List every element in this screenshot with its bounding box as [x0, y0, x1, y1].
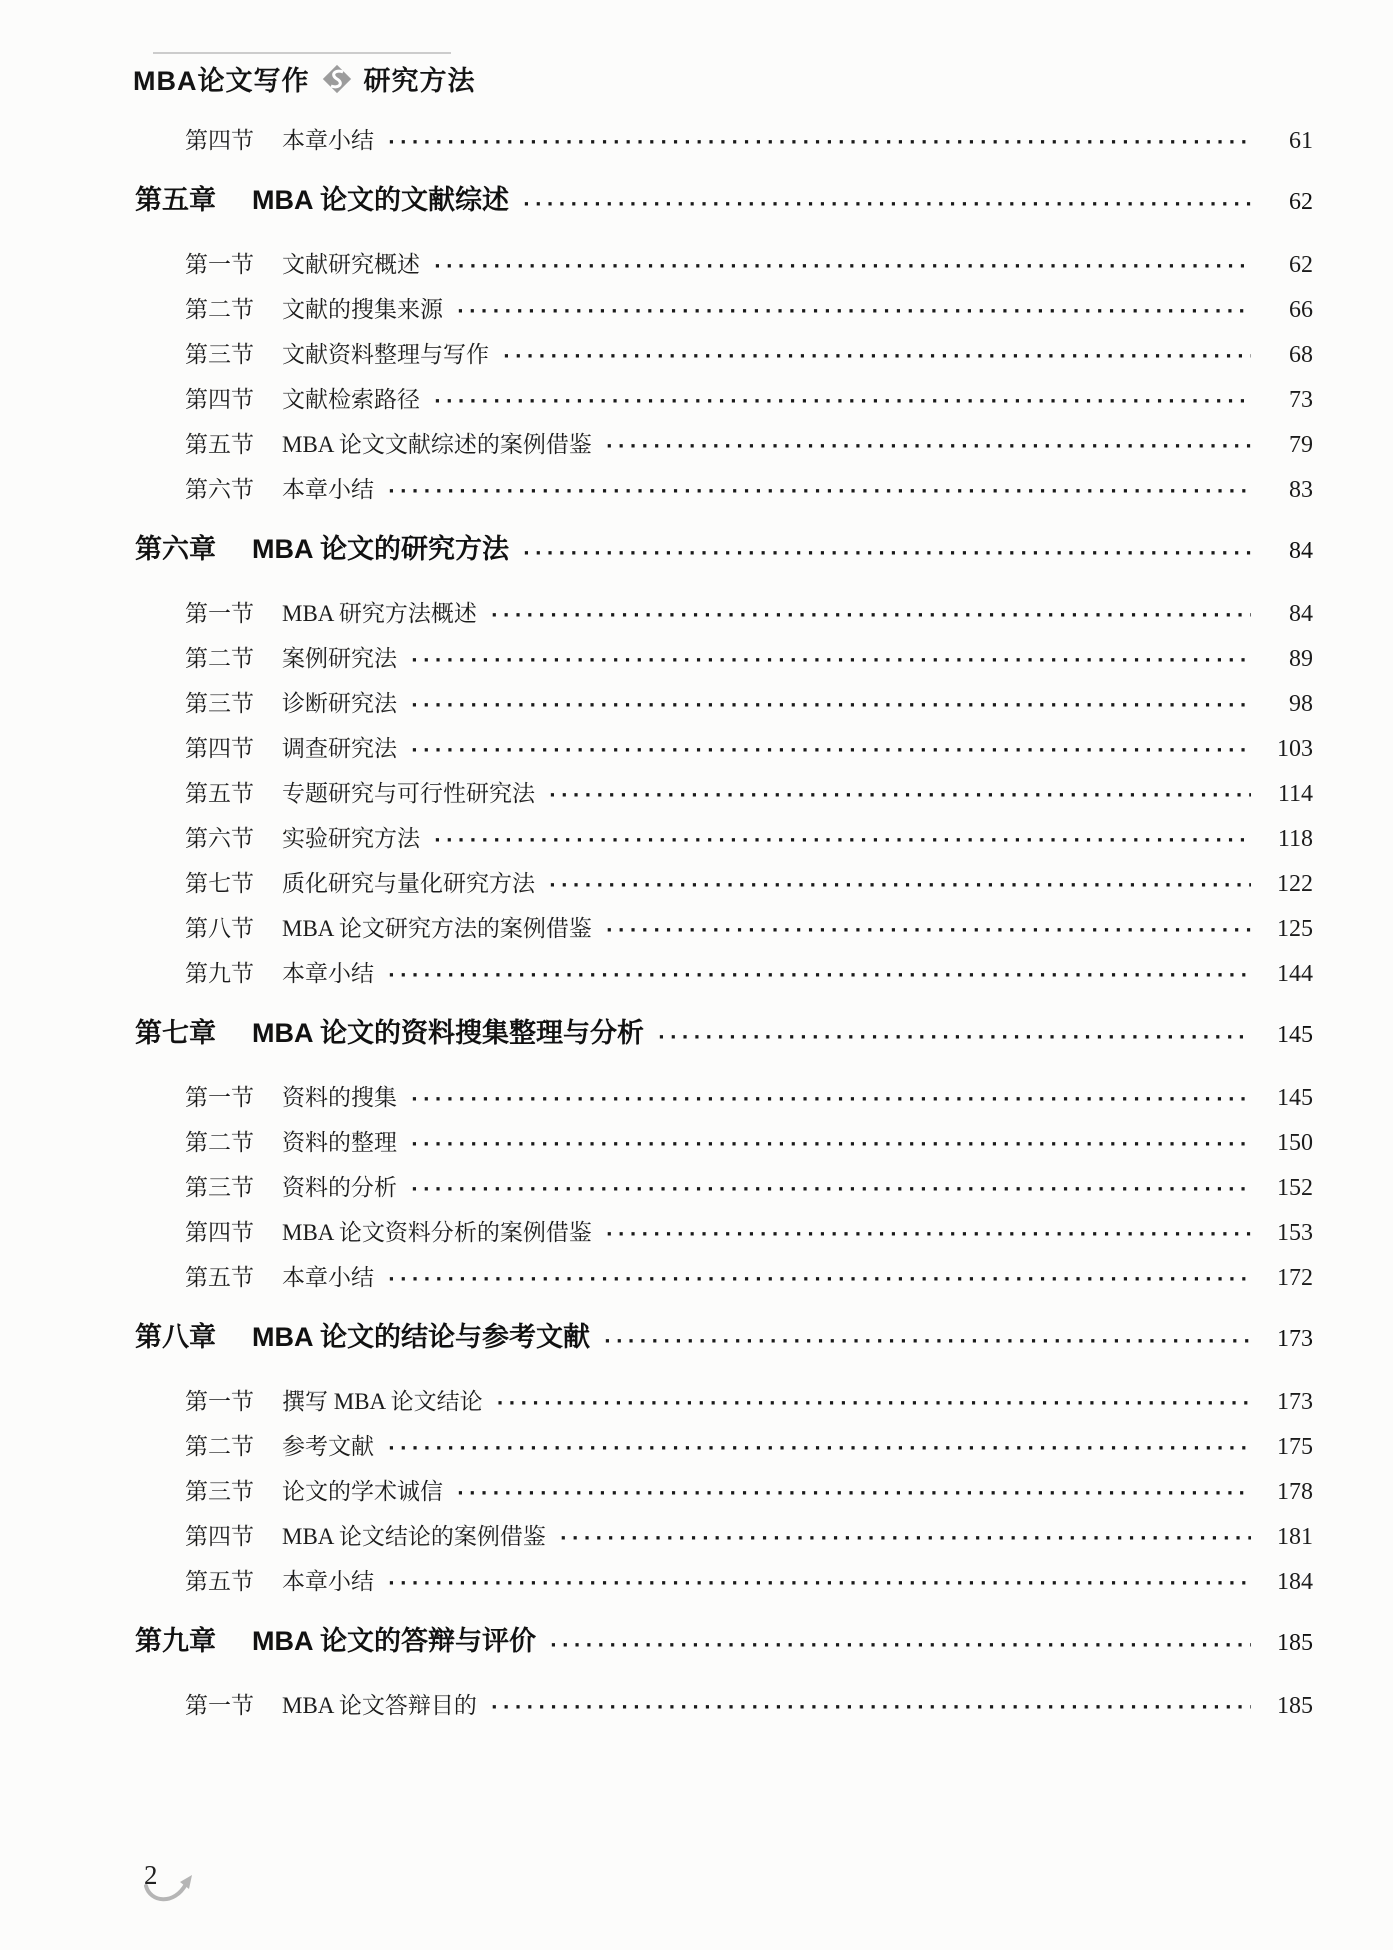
curved-up-arrow-icon	[140, 1868, 198, 1916]
toc-section-row	[135, 1263, 1313, 1293]
toc-entry-title: 诊断研究法	[282, 691, 397, 716]
page-number: 103	[1277, 736, 1313, 762]
toc-entry-label: 第一节	[185, 601, 254, 626]
toc-section-row	[135, 385, 1313, 415]
toc-entry-title: MBA 论文的资料搜集整理与分析	[252, 1018, 644, 1048]
toc-entry-label: 第二节	[185, 297, 254, 322]
dot-leader	[411, 689, 1251, 719]
page-number: 84	[1289, 601, 1313, 627]
toc-entry-title: 资料的分析	[282, 1175, 397, 1200]
toc-entry-title: 资料的整理	[282, 1130, 397, 1155]
toc-entry-title: 本章小结	[282, 1569, 374, 1594]
toc-section-row	[135, 1218, 1313, 1248]
toc-entry-label: 第四节	[185, 128, 254, 153]
dot-leader	[388, 1263, 1251, 1293]
toc-section-row	[135, 1432, 1313, 1462]
toc-entry-title: 质化研究与量化研究方法	[282, 871, 535, 896]
toc-section-row	[135, 779, 1313, 809]
toc-section-row	[135, 340, 1313, 370]
dot-leader	[411, 1083, 1251, 1113]
toc-entry-title: 文献研究概述	[282, 252, 420, 277]
page-number: 153	[1277, 1220, 1313, 1246]
page-number: 79	[1289, 432, 1313, 458]
toc-entry-title: MBA 论文文献综述的案例借鉴	[282, 432, 592, 457]
toc-entry-label: 第一节	[185, 1693, 254, 1718]
toc-section-row	[135, 1083, 1313, 1113]
dot-leader	[457, 295, 1251, 325]
toc-entry-label: 第六节	[185, 477, 254, 502]
toc-entry-label: 第一节	[185, 1085, 254, 1110]
toc-entry-label: 第三节	[185, 691, 254, 716]
dot-leader	[658, 1016, 1251, 1052]
toc-entry-label: 第八章	[135, 1322, 216, 1352]
header-rule	[153, 52, 451, 54]
toc-chapter-row	[135, 1623, 1313, 1661]
dot-leader	[388, 475, 1251, 505]
toc-entry-label: 第二节	[185, 1434, 254, 1459]
toc-entry-title: 文献资料整理与写作	[282, 342, 489, 367]
dot-leader	[604, 1320, 1251, 1356]
toc-section-row	[135, 1477, 1313, 1507]
toc-section-row	[135, 250, 1313, 280]
folio-page-number: 2	[144, 1860, 158, 1890]
dot-leader	[497, 1387, 1251, 1417]
dot-leader	[411, 1128, 1251, 1158]
page-number: 66	[1289, 297, 1313, 323]
toc-entry-label: 第八节	[185, 916, 254, 941]
toc-entry-label: 第九章	[135, 1626, 216, 1656]
toc-entry-title: 论文的学术诚信	[282, 1479, 443, 1504]
toc-entry-label: 第一节	[185, 252, 254, 277]
toc-entry-title: MBA 论文结论的案例借鉴	[282, 1524, 546, 1549]
toc-entry-title: 本章小结	[282, 961, 374, 986]
dot-leader	[491, 599, 1251, 629]
page-number: 144	[1277, 961, 1313, 987]
logo-text-left: MBA论文写作	[133, 66, 310, 96]
toc-section-row	[135, 959, 1313, 989]
page-number: 152	[1277, 1175, 1313, 1201]
toc-entry-title: MBA 论文的答辩与评价	[252, 1626, 536, 1656]
dot-leader	[388, 959, 1251, 989]
toc-entry-title: 调查研究法	[282, 736, 397, 761]
dot-leader	[411, 1173, 1251, 1203]
page-number: 73	[1289, 387, 1313, 413]
page-number: 181	[1277, 1524, 1313, 1550]
toc-entry-label: 第六节	[185, 826, 254, 851]
toc-section-row	[135, 1128, 1313, 1158]
toc-entry-label: 第九节	[185, 961, 254, 986]
page-number: 68	[1289, 342, 1313, 368]
dot-leader	[606, 1218, 1251, 1248]
table-of-contents	[135, 126, 1313, 1736]
toc-entry-label: 第七章	[135, 1018, 216, 1048]
toc-entry-title: MBA 论文的研究方法	[252, 534, 509, 564]
toc-entry-title: MBA 论文资料分析的案例借鉴	[282, 1220, 592, 1245]
toc-entry-label: 第二节	[185, 1130, 254, 1155]
page-number: 145	[1277, 1022, 1313, 1048]
toc-section-row	[135, 824, 1313, 854]
toc-entry-label: 第二节	[185, 646, 254, 671]
toc-section-row	[135, 644, 1313, 674]
toc-section-row	[135, 1567, 1313, 1597]
page-number: 184	[1277, 1569, 1313, 1595]
page-number: 173	[1277, 1389, 1313, 1415]
page-number: 172	[1277, 1265, 1313, 1291]
dot-leader	[523, 532, 1251, 568]
toc-entry-title: MBA 论文答辩目的	[282, 1693, 477, 1718]
toc-section-row	[135, 430, 1313, 460]
dot-leader	[549, 869, 1251, 899]
page-number: 114	[1277, 781, 1313, 807]
toc-entry-label: 第三节	[185, 1175, 254, 1200]
page-number: 185	[1277, 1693, 1313, 1719]
dot-leader	[457, 1477, 1251, 1507]
page-number: 62	[1289, 252, 1313, 278]
dot-leader	[550, 1624, 1251, 1660]
page-number: 185	[1277, 1630, 1313, 1656]
dot-leader	[523, 183, 1251, 219]
page-number: 175	[1277, 1434, 1313, 1460]
toc-entry-title: 参考文献	[282, 1434, 374, 1459]
toc-chapter-row	[135, 1319, 1313, 1357]
book-header-logo	[133, 52, 476, 98]
toc-entry-label: 第五节	[185, 1265, 254, 1290]
toc-entry-title: MBA 论文研究方法的案例借鉴	[282, 916, 592, 941]
page-number: 125	[1277, 916, 1313, 942]
page-number: 89	[1289, 646, 1313, 672]
toc-section-row	[135, 869, 1313, 899]
toc-entry-title: 本章小结	[282, 1265, 374, 1290]
dot-leader	[388, 1567, 1251, 1597]
toc-entry-title: 撰写 MBA 论文结论	[282, 1389, 483, 1414]
toc-entry-title: 本章小结	[282, 128, 374, 153]
dot-leader	[411, 734, 1251, 764]
page-number: 62	[1289, 189, 1313, 215]
toc-section-row	[135, 1691, 1313, 1721]
toc-section-row	[135, 126, 1313, 156]
logo-text-right: 研究方法	[363, 66, 476, 96]
toc-section-row	[135, 1387, 1313, 1417]
dot-leader	[606, 430, 1251, 460]
toc-entry-title: MBA 论文的文献综述	[252, 185, 509, 215]
page-number: 84	[1289, 538, 1313, 564]
diamond-swap-arrows-icon	[319, 62, 355, 96]
toc-entry-label: 第三节	[185, 342, 254, 367]
dot-leader	[388, 126, 1251, 156]
toc-entry-title: 文献的搜集来源	[282, 297, 443, 322]
dot-leader	[434, 250, 1251, 280]
toc-entry-label: 第七节	[185, 871, 254, 896]
dot-leader	[434, 385, 1251, 415]
page-number: 118	[1277, 826, 1313, 852]
toc-entry-title: 案例研究法	[282, 646, 397, 671]
toc-entry-label: 第六章	[135, 534, 216, 564]
page-number: 122	[1277, 871, 1313, 897]
dot-leader	[388, 1432, 1251, 1462]
toc-entry-label: 第三节	[185, 1479, 254, 1504]
toc-section-row	[135, 295, 1313, 325]
dot-leader	[491, 1691, 1251, 1721]
toc-entry-label: 第四节	[185, 1524, 254, 1549]
toc-entry-label: 第五节	[185, 432, 254, 457]
toc-section-row	[135, 1173, 1313, 1203]
toc-section-row	[135, 914, 1313, 944]
page-number: 83	[1289, 477, 1313, 503]
toc-entry-title: 资料的搜集	[282, 1085, 397, 1110]
toc-entry-title: MBA 论文的结论与参考文献	[252, 1322, 590, 1352]
page-number: 61	[1289, 128, 1313, 154]
toc-entry-title: 专题研究与可行性研究法	[282, 781, 535, 806]
dot-leader	[560, 1522, 1251, 1552]
toc-entry-label: 第五节	[185, 781, 254, 806]
toc-section-row	[135, 475, 1313, 505]
page-number: 150	[1277, 1130, 1313, 1156]
page-number: 98	[1289, 691, 1313, 717]
toc-entry-title: 文献检索路径	[282, 387, 420, 412]
toc-entry-label: 第五章	[135, 185, 216, 215]
toc-chapter-row	[135, 182, 1313, 220]
toc-entry-title: 实验研究方法	[282, 826, 420, 851]
dot-leader	[503, 340, 1251, 370]
toc-entry-title: 本章小结	[282, 477, 374, 502]
toc-entry-label: 第四节	[185, 1220, 254, 1245]
toc-entry-label: 第五节	[185, 1569, 254, 1594]
toc-section-row	[135, 1522, 1313, 1552]
toc-section-row	[135, 689, 1313, 719]
page-footer	[140, 1858, 230, 1928]
dot-leader	[606, 914, 1251, 944]
toc-entry-label: 第四节	[185, 736, 254, 761]
toc-chapter-row	[135, 1015, 1313, 1053]
toc-entry-label: 第四节	[185, 387, 254, 412]
toc-entry-title: MBA 研究方法概述	[282, 601, 477, 626]
toc-chapter-row	[135, 531, 1313, 569]
dot-leader	[434, 824, 1251, 854]
dot-leader	[411, 644, 1251, 674]
page-number: 173	[1277, 1326, 1313, 1352]
toc-entry-label: 第一节	[185, 1389, 254, 1414]
toc-section-row	[135, 734, 1313, 764]
page-number: 178	[1277, 1479, 1313, 1505]
toc-section-row	[135, 599, 1313, 629]
dot-leader	[549, 779, 1251, 809]
page-number: 145	[1277, 1085, 1313, 1111]
